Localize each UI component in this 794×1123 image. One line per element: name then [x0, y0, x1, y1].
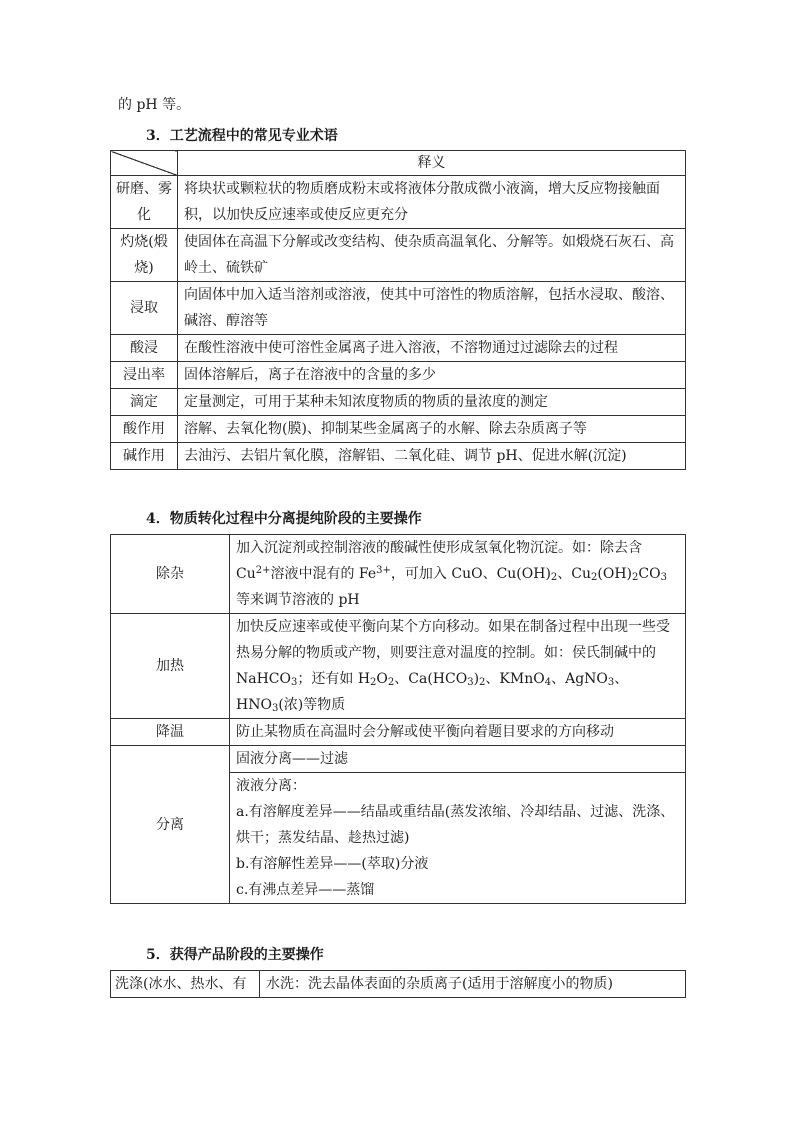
subscript: 2 [479, 677, 486, 688]
text-part: (OH) [597, 566, 633, 582]
term-cell: 浸出率 [111, 362, 178, 389]
subscript: 2 [370, 677, 377, 688]
liquid-item-a: a.有溶解度差异——结晶或重结晶(蒸发浓缩、冷却结晶、过滤、洗涤、烘干；蒸发结晶、趁热过滤) [236, 804, 675, 846]
definition-cell [230, 535, 686, 614]
subscript: 2 [387, 677, 395, 688]
section-3-heading: 3．工艺流程中的常见专业术语 [146, 128, 338, 144]
table-row [111, 176, 686, 229]
text-part: 加入沉淀剂或控制溶液的酸碱性使形成氢氧化物沉淀。如：除去含 Cu [236, 540, 642, 582]
definition-cell-liquid-liquid [230, 773, 686, 904]
table-row-chuza [111, 535, 686, 614]
term-cell: 酸作用 [111, 416, 178, 443]
definition-cell: 在酸性溶液中使可溶性金属离子进入溶液，不溶物通过过滤除去的过程 [178, 335, 686, 362]
table-row-jiangwen [111, 719, 686, 746]
table-row [111, 389, 686, 416]
term-cell: 灼烧(煅烧) [111, 229, 178, 282]
term-cell: 洗涤(冰水、热水、有 [111, 971, 260, 998]
definition-cell: 固体溶解后，离子在溶液中的含量的多少 [178, 362, 686, 389]
intro-line: 的 pH 等。 [118, 97, 191, 113]
section-4-heading: 4．物质转化过程中分离提纯阶段的主要操作 [146, 511, 422, 527]
text-part: 加快反应速率或使平衡向某个方向移动。如果在制备过程中出现一些受热易分解的物质或产物，则要注意对温度的控制。如：侯氏制碱中的 NaHCO [236, 619, 670, 687]
term-cell: 降温 [111, 719, 230, 746]
section-5-heading: 5．获得产品阶段的主要操作 [146, 947, 324, 963]
table-row [111, 416, 686, 443]
text-part: (浓)等物质 [278, 697, 346, 713]
subscript: 3 [467, 677, 474, 688]
subscript: 2 [550, 572, 558, 583]
subscript: 3 [660, 572, 667, 583]
term-cell: 分离 [111, 746, 230, 904]
term-cell: 滴定 [111, 389, 178, 416]
term-cell: 研磨、雾化 [111, 176, 178, 229]
separation-table [110, 534, 686, 904]
table-row [111, 335, 686, 362]
table-row [111, 971, 686, 998]
header-definition: 释义 [178, 151, 686, 176]
definition-cell: 使固体在高温下分解或改变结构、使杂质高温氧化、分解等。如煅烧石灰石、高岭土、硫铁矿 [178, 229, 686, 282]
text-part: 、Cu [557, 566, 592, 582]
definition-cell: 定量测定，可用于某种未知浓度物质的物质的量浓度的测定 [178, 389, 686, 416]
text-part: O [376, 671, 388, 687]
definition-cell: 水洗：洗去晶体表面的杂质离子(适用于溶解度小的物质) [260, 971, 686, 998]
definition-cell: 将块状或颗粒状的物质磨成粉末或将液体分散成微小液滴，增大反应物接触面积，以加快反应速率或使反应更充分 [178, 176, 686, 229]
table-row [111, 282, 686, 335]
subscript: 3 [271, 703, 279, 714]
text-part: 、KMnO [485, 671, 545, 687]
liquid-liquid-label: 液液分离： [236, 778, 306, 794]
terms-table [110, 150, 686, 470]
table-row [111, 229, 686, 282]
definition-cell: 防止某物质在高温时会分解或使平衡向着题目要求的方向移动 [230, 719, 686, 746]
definition-cell [230, 614, 686, 719]
term-cell: 碱作用 [111, 443, 178, 470]
definition-cell: 溶解、去氧化物(膜)、抑制某些金属离子的水解、除去杂质离子等 [178, 416, 686, 443]
text-part: 、Ca(HCO [394, 671, 468, 687]
text-part: ，可加入 CuO、Cu(OH) [390, 566, 551, 582]
table-row [111, 362, 686, 389]
term-cell: 除杂 [111, 535, 230, 614]
text-part: ；还有如 H [297, 671, 371, 687]
definition-cell: 去油污、去铝片氧化膜，溶解铝、二氧化硅、调节 pH、促进水解(沉淀) [178, 443, 686, 470]
subscript: 3 [291, 677, 298, 688]
text-part: CO [638, 566, 661, 582]
liquid-item-b: b.有溶解性差异——(萃取)分液 [236, 856, 429, 872]
charge: 2+ [255, 565, 271, 576]
text-part: 溶液中混有的 Fe [270, 566, 377, 582]
text-part: ) [473, 671, 480, 687]
table-row-jiare [111, 614, 686, 719]
subscript: 2 [632, 572, 639, 583]
term-cell: 浸取 [111, 282, 178, 335]
liquid-item-c: c.有沸点差异——蒸馏 [236, 882, 375, 898]
term-cell: 酸浸 [111, 335, 178, 362]
product-table [110, 970, 686, 998]
definition-cell: 向固体中加入适当溶剂或溶液，使其中可溶性的物质溶解，包括水浸取、酸溶、碱溶、醇溶等 [178, 282, 686, 335]
charge: 3+ [376, 565, 391, 576]
subscript: 3 [607, 677, 615, 688]
text-part: 、HNO [236, 671, 629, 713]
diagonal-header-cell [111, 151, 178, 176]
table-header-row [111, 151, 686, 176]
table-row [111, 443, 686, 470]
subscript: 4 [544, 677, 552, 688]
term-cell: 加热 [111, 614, 230, 719]
definition-cell-solid-liquid: 固液分离——过滤 [230, 746, 686, 773]
subscript: 2 [591, 572, 598, 583]
text-part: 等来调节溶液的 pH [236, 592, 360, 608]
table-row-fenli [111, 746, 686, 773]
text-part: 、AgNO [551, 671, 608, 687]
